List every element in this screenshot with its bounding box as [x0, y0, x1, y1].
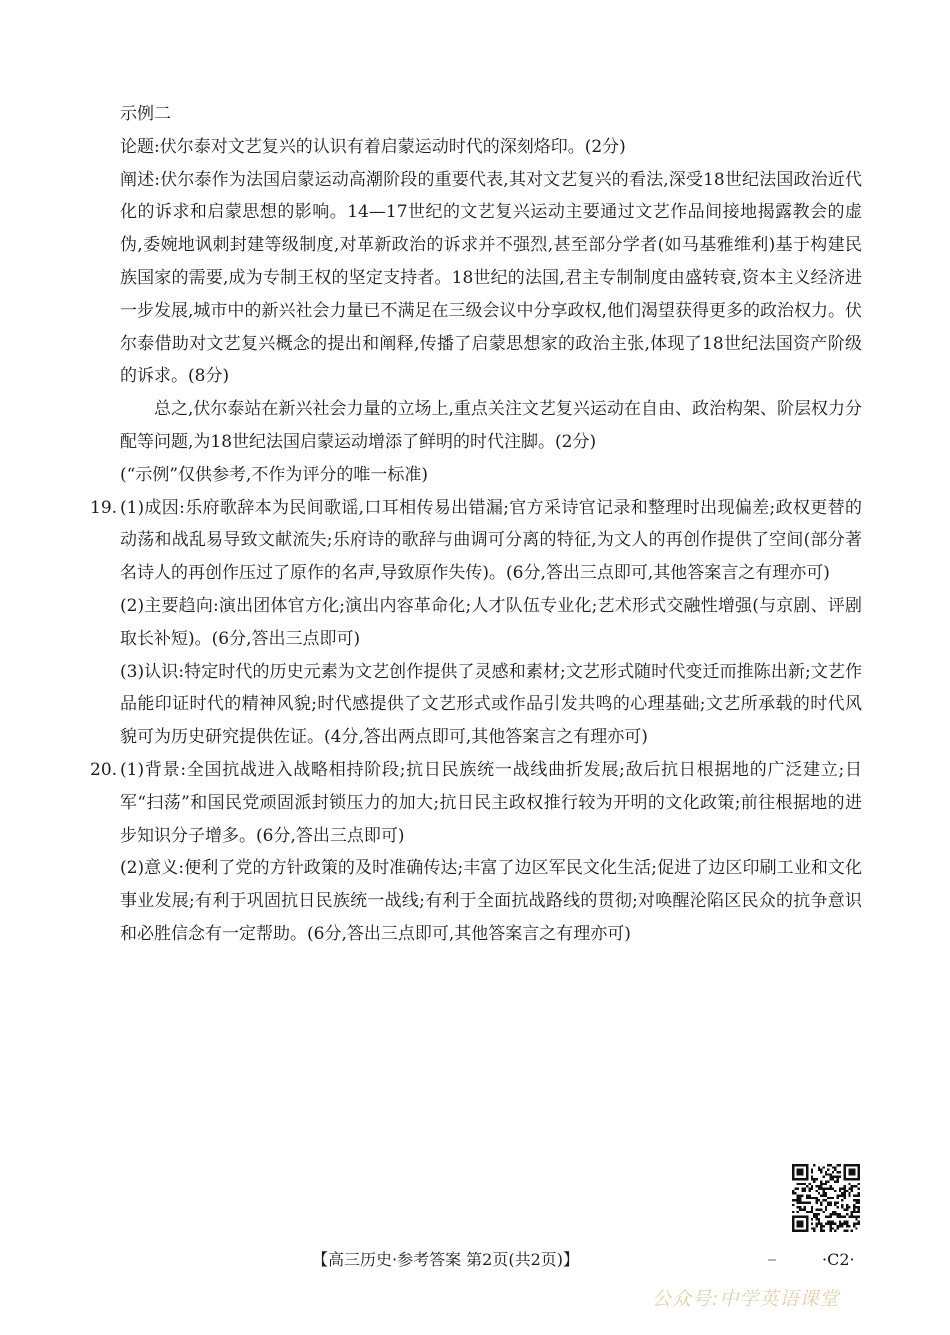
thesis-paragraph: 论题:伏尔泰对文艺复兴的认识有着启蒙运动时代的深刻烙印。(2分) — [120, 136, 626, 157]
q19-part-3: (3)认识:特定时代的历史元素为文艺创作提供了灵感和素材;文艺形式随时代变迁而推陈出新;文艺作品能印证时代的精神风貌;时代感提供了文艺形式或作品引发共鸣的心理基础;文艺所承载的时代风貌可为历史研究提供佐证。(4分,答出两点即可,其他答案言之有理亦可) — [120, 661, 862, 748]
q19-part-2: (2)主要趋向:演出团体官方化;演出内容革命化;人才队伍专业化;艺术形式交融性增强(与京剧、评剧取长补短)。(6分,答出三点即可) — [120, 595, 862, 649]
footer-code: ·C2· — [822, 1250, 855, 1269]
qr-code-icon — [792, 1164, 860, 1232]
answer-content — [90, 98, 862, 951]
question-19-number: 19. — [90, 497, 118, 518]
reference-note: (“示例”仅供参考,不作为评分的唯一标准) — [120, 464, 429, 485]
question-19 — [90, 492, 862, 754]
question-20 — [90, 754, 862, 951]
question-20-number: 20. — [90, 759, 118, 780]
footer-divider — [768, 1259, 776, 1261]
example-heading: 示例二 — [120, 104, 171, 124]
conclusion-paragraph: 总之,伏尔泰站在新兴社会力量的立场上,重点关注文艺复兴运动在自由、政治构架、阶层权力分配等问题,为18世纪法国启蒙运动增添了鲜明的时代注脚。(2分) — [120, 399, 862, 452]
watermark-text: 公众号:中学英语课堂 — [652, 1288, 840, 1310]
footer-page-info: 【高三历史·参考答案 第2页(共2页)】 — [312, 1250, 580, 1269]
q20-part-1: (1)背景:全国抗战进入战略相持阶段;抗日民族统一战线曲折发展;敌后抗日根据地的广泛建立;日军“扫荡”和国民党顽固派封锁压力的加大;抗日民主政权推行较为开明的文化政策;前往根据地的进步知识分子增多。(6分,答出三点即可) — [120, 759, 862, 846]
q19-part-1: (1)成因:乐府歌辞本为民间歌谣,口耳相传易出错漏;官方采诗官记录和整理时出现偏差;政权更替的动荡和战乱易导致文献流失;乐府诗的歌辞与曲调可分离的特征,为文人的再创作提供了空间(部分著名诗人的再创作压过了原作的名声,导致原作失传)。(6分,答出三点即可,其他答案言之有理亦可) — [120, 497, 862, 584]
page-footer — [0, 1248, 950, 1272]
elaboration-paragraph: 阐述:伏尔泰作为法国启蒙运动高潮阶段的重要代表,其对文艺复兴的看法,深受18世纪法国政治近代化的诉求和启蒙思想的影响。14—17世纪的文艺复兴运动主要通过文艺作品间接地揭露教会的虚伪,委婉地讽刺封建等级制度,对革新政治的诉求并不强烈,甚至部分学者(如马基雅维利)基于构建民族国家的需要,成为专制王权的坚定支持者。18世纪的法国,君主专制制度由盛转衰,资本主义经济进一步发展,城市中的新兴社会力量已不满足在三级会议中分享政权,他们渴望获得更多的政治权力。伏尔泰借助对文艺复兴概念的提出和阐释,传播了启蒙思想家的政治主张,体现了18世纪法国资产阶级的诉求。(8分) — [120, 169, 862, 387]
q20-part-2: (2)意义:便利了党的方针政策的及时准确传达;丰富了边区军民文化生活;促进了边区印刷工业和文化事业发展;有利于巩固抗日民族统一战线;有利于全面抗战路线的贯彻;对唤醒沦陷区民众的抗争意识和必胜信念有一定帮助。(6分,答出三点即可,其他答案言之有理亦可) — [120, 858, 862, 944]
